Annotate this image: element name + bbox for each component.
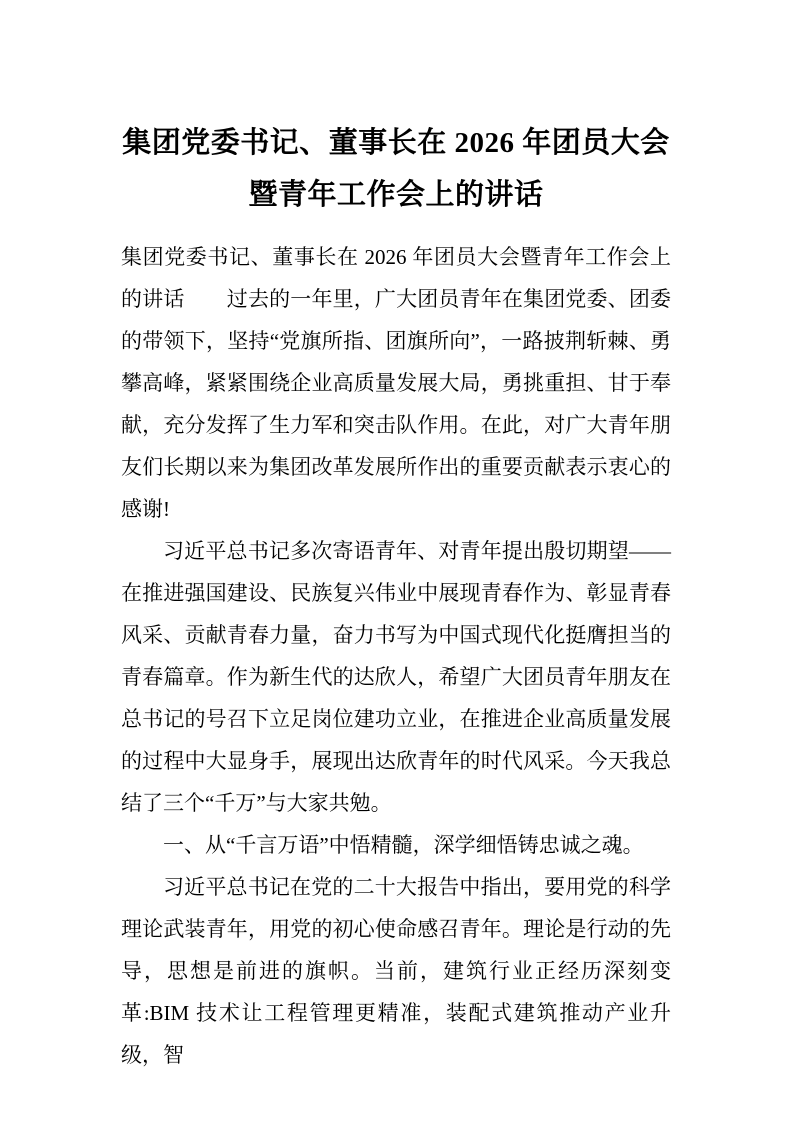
document-title-line-2: 暨青年工作会上的讲话 xyxy=(248,179,544,211)
document-body xyxy=(121,236,671,1076)
document-title xyxy=(121,117,671,221)
paragraph-opening: 集团党委书记、董事长在 2026 年团员大会暨青年工作会上的讲话 过去的一年里，广大团员青年在集团党委、团委的带领下，坚持“党旗所指、团旗所向”，一路披荆斩棘、勇攀高峰，紧紧围绕企业高质量发展大局，勇挑重担、甘于奉献，充分发挥了生力军和突击队作用。在此，对广大青年朋友们长期以来为集团改革发展所作出的重要贡献表示衷心的感谢! xyxy=(121,245,671,521)
section-1-heading: 一、从“千言万语”中悟精髓，深学细悟铸忠诚之魂。 xyxy=(163,833,644,857)
paragraph-youth-expectations: 习近平总书记多次寄语青年、对青年提出殷切期望——在推进强国建设、民族复兴伟业中展现青春作为、彰显青春风采、贡献青春力量，奋力书写为中国式现代化挺膺担当的青春篇章。作为新生代的达欣人，希望广大团员青年朋友在总书记的号召下立足岗位建功立业，在推进企业高质量发展的过程中大显身手，展现出达欣青年的时代风采。今天我总结了三个“千万”与大家共勉。 xyxy=(121,539,671,815)
document-title-line-1: 集团党委书记、董事长在 2026 年团员大会 xyxy=(122,127,670,159)
section-1-paragraph: 习近平总书记在党的二十大报告中指出，要用党的科学理论武装青年，用党的初心使命感召青年。理论是行动的先导，思想是前进的旗帜。当前，建筑行业正经历深刻变革:BIM 技术让工程管理更精准，装配式建筑推动产业升级，智 xyxy=(121,875,671,1067)
